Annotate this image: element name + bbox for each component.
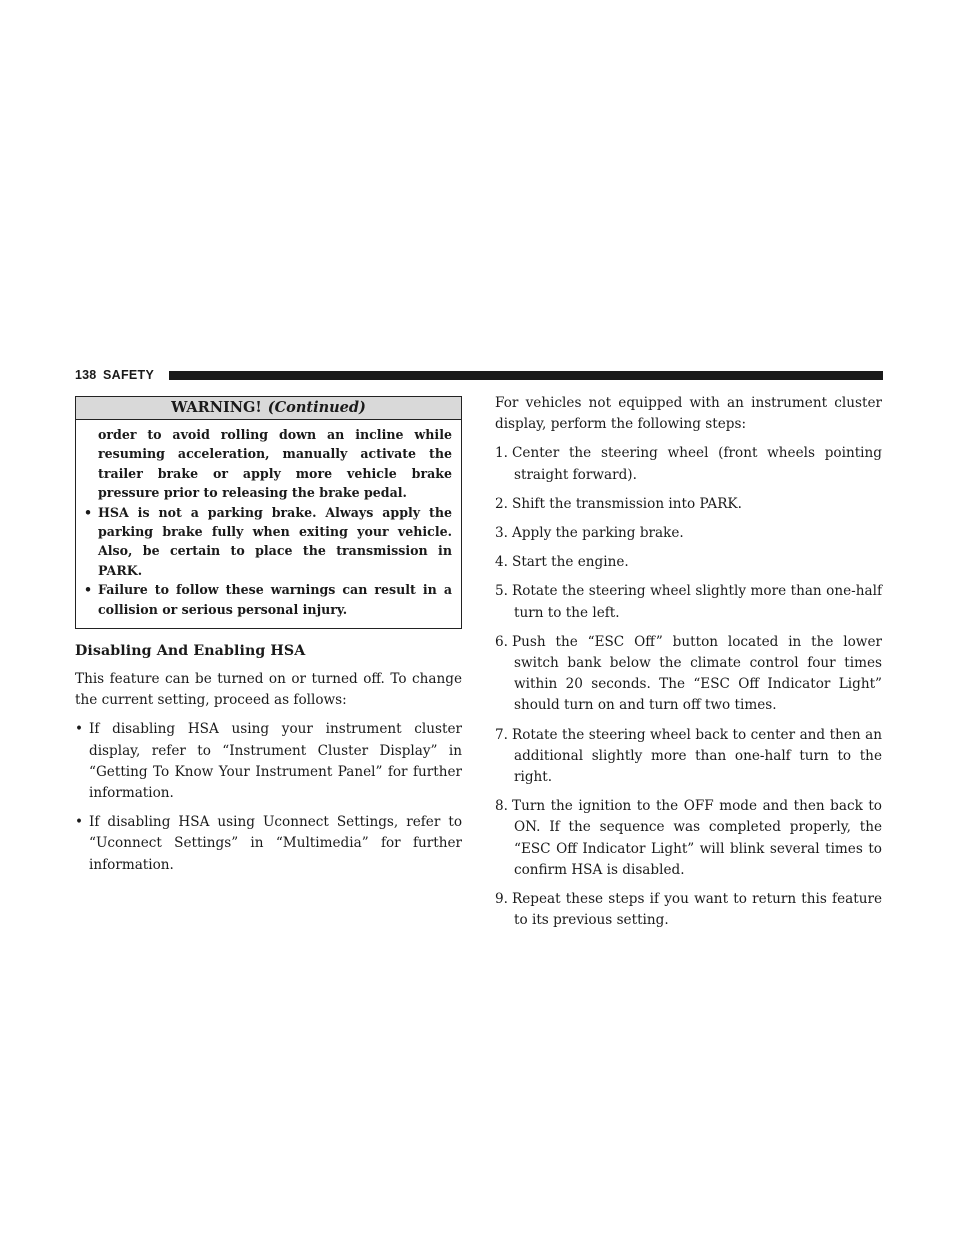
step-text: Rotate the steering wheel slightly more than one-half turn to the left. (512, 583, 882, 621)
bullet-icon: • (75, 814, 84, 831)
warning-lead-text: order to avoid rolling down an incline while resuming acceleration, manually activate the trailer brake or apply more vehicle brake pressure prior to releasing the brake pedal. (98, 427, 452, 501)
step-text: Apply the parking brake. (512, 525, 684, 542)
step-text: Turn the ignition to the OFF mode and then back to ON. If the sequence was completed properly, the “ESC Off Indicator Light” will blink several times to confirm HSA is disabled. (512, 798, 882, 878)
step-number: 4. (495, 554, 508, 571)
bullet-icon: • (84, 504, 93, 520)
left-column (75, 396, 462, 884)
page-number: 138 (75, 368, 97, 382)
step-item (495, 523, 882, 544)
step-text: Rotate the steering wheel back to center and then an additional slightly more than one-half turn to the right. (512, 726, 882, 786)
step-text: Shift the transmission into PARK. (512, 495, 742, 512)
warning-title: WARNING! (171, 399, 262, 416)
right-column (495, 393, 882, 939)
warning-continued: (Continued) (267, 399, 366, 416)
section-heading: Disabling And Enabling HSA (75, 643, 306, 660)
warning-bullet-text: Failure to follow these warnings can result in a collision or serious personal injury. (98, 582, 452, 617)
bullet-icon: • (84, 582, 93, 598)
section-intro: This feature can be turned on or turned off. To change the current setting, proceed as follows: (75, 671, 462, 709)
list-item-text: If disabling HSA using your instrument cluster display, refer to “Instrument Cluster Display” in “Getting To Know Your Instrument Panel” for further information. (89, 721, 462, 802)
header-rule (169, 371, 883, 380)
step-text: Start the engine. (512, 554, 629, 571)
procedure-intro: For vehicles not equipped with an instrument cluster display, perform the following steps: (495, 395, 882, 433)
list-item (75, 719, 462, 804)
step-item (495, 796, 882, 881)
step-text: Repeat these steps if you want to return this feature to its previous setting. (512, 891, 882, 929)
bullet-icon: • (75, 721, 84, 738)
step-number: 6. (495, 633, 508, 650)
step-item (495, 889, 882, 931)
warning-bullet (84, 503, 452, 581)
step-item (495, 494, 882, 515)
step-number: 2. (495, 495, 508, 512)
page-header (75, 369, 883, 383)
warning-header (76, 397, 461, 420)
step-number: 8. (495, 798, 508, 815)
step-text: Push the “ESC Off” button located in the lower switch bank below the climate control four times within 20 seconds. The “ESC Off Indicator Light” should turn on and turn off two times. (512, 633, 882, 714)
step-number: 7. (495, 726, 508, 743)
list-item-text: If disabling HSA using Uconnect Settings, refer to “Uconnect Settings” in “Multimedia” for further information. (89, 814, 462, 873)
step-item (495, 725, 882, 789)
warning-bullet-text: HSA is not a parking brake. Always apply the parking brake fully when exiting your vehicle. Also, be certain to place the transmission in PARK. (98, 504, 452, 578)
warning-box (75, 396, 462, 629)
step-item (495, 552, 882, 573)
warning-bullet (84, 580, 452, 619)
step-item (495, 443, 882, 485)
step-number: 5. (495, 583, 508, 600)
step-number: 1. (495, 445, 508, 462)
list-item (75, 812, 462, 876)
step-item (495, 632, 882, 717)
step-number: 9. (495, 891, 508, 908)
step-item (495, 581, 882, 623)
warning-body (76, 420, 461, 628)
step-text: Center the steering wheel (front wheels pointing straight forward). (512, 445, 882, 483)
section-title: SAFETY (103, 368, 155, 382)
step-number: 3. (495, 525, 508, 542)
